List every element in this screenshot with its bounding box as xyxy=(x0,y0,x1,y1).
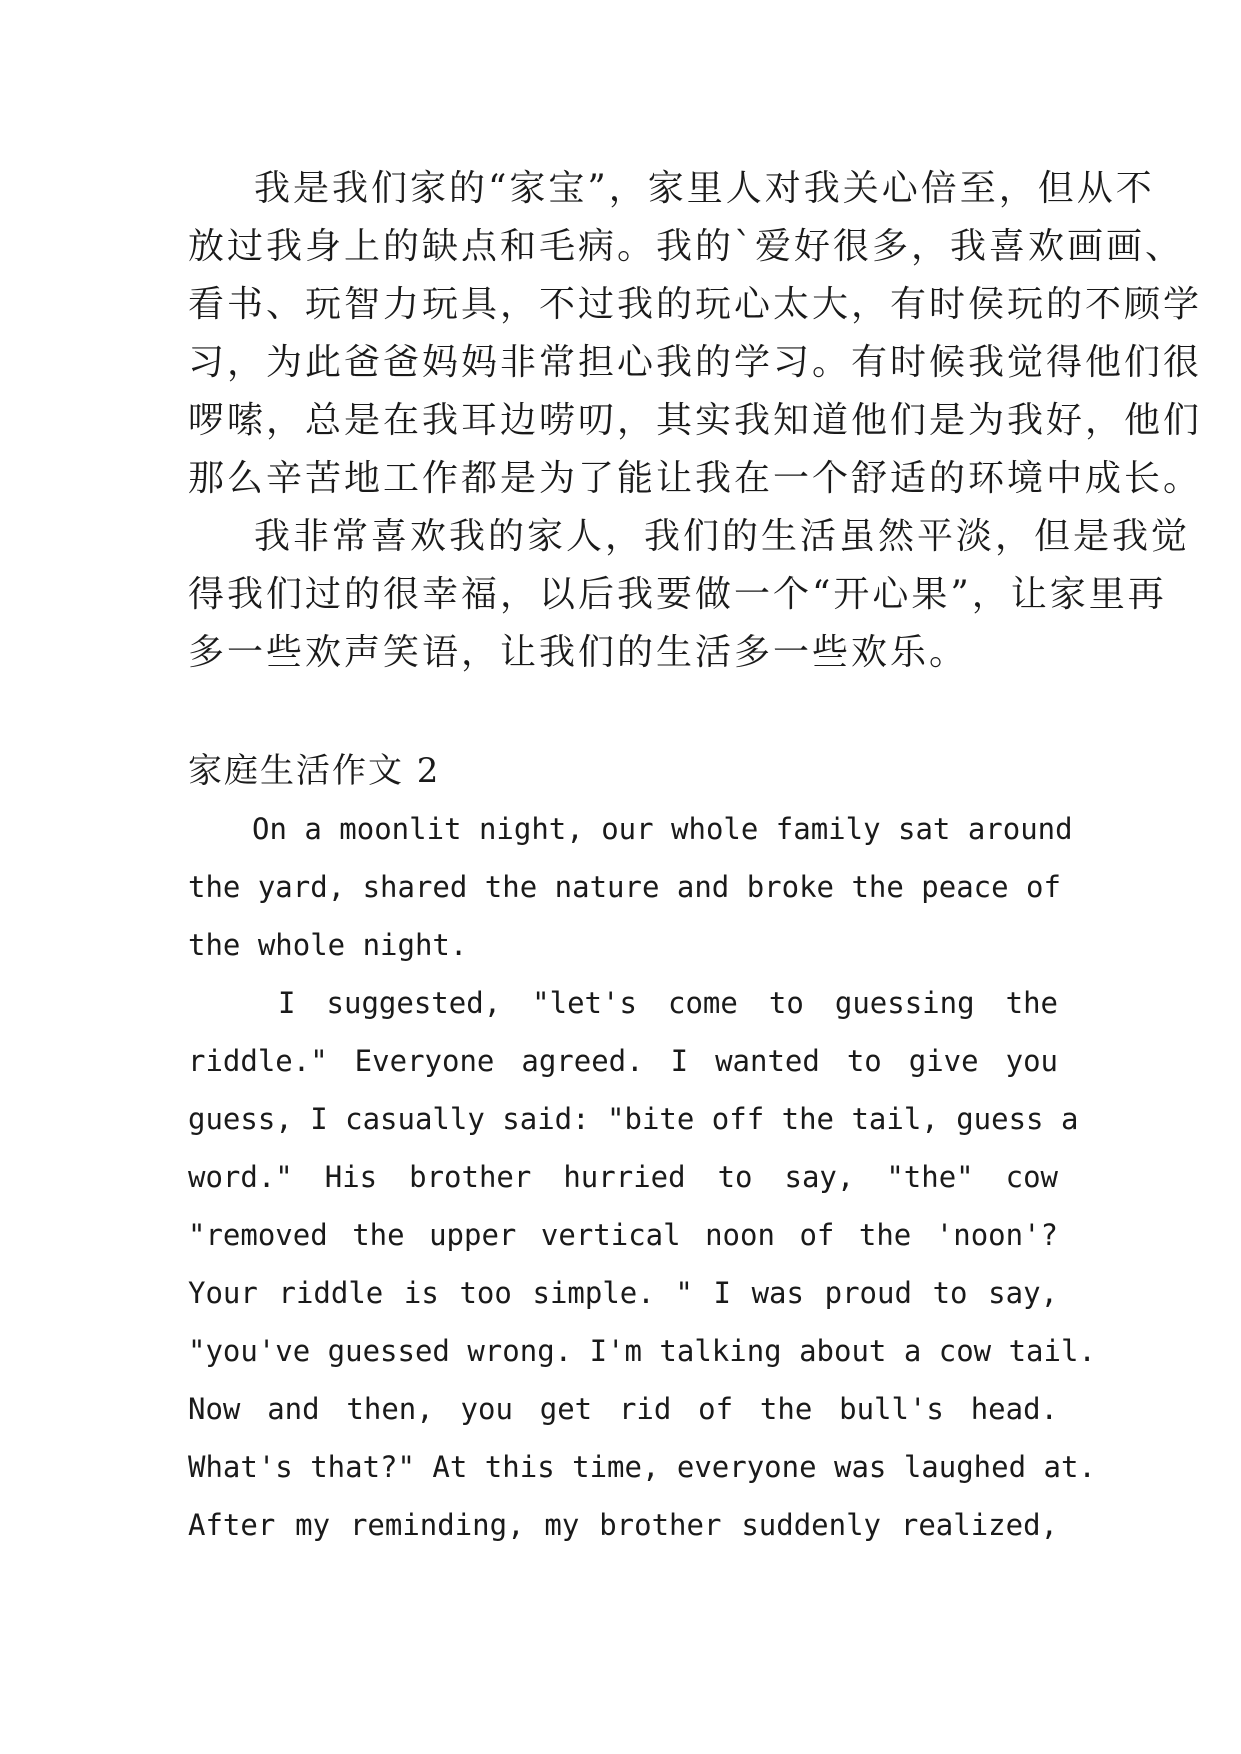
text-line: guess, I casually said: "bite off the tail, guess a xyxy=(188,1102,1079,1136)
text-line: 我是我们家的“家宝”，家里人对我关心倍至，但从不 xyxy=(254,168,1155,209)
paragraph-en-1 xyxy=(188,800,1073,974)
text-line: word." His brother hurried to say, "the" cow xyxy=(188,1160,1058,1194)
text-line: "you've guessed wrong. I'm talking about a cow tail. xyxy=(188,1334,1096,1368)
text-line: 得我们过的很幸福，以后我要做一个“开心果”，让家里再 xyxy=(188,574,1167,615)
text-line: the whole night. xyxy=(188,928,468,962)
text-line: "removed the upper vertical noon of the 'noon'? xyxy=(188,1218,1058,1252)
text-line: 看书、玩智力玩具，不过我的玩心太大，有时侯玩的不顾学 xyxy=(188,284,1203,325)
paragraph-cn-2 xyxy=(188,508,1191,682)
text-line: What's that?" At this time, everyone was laughed at. xyxy=(188,1450,1096,1484)
text-line: After my reminding, my brother suddenly realized, xyxy=(188,1508,1058,1542)
text-line: Now and then, you get rid of the bull's head. xyxy=(188,1392,1058,1426)
paragraph-en-2 xyxy=(188,974,1096,1554)
text-line: 习，为此爸爸妈妈非常担心我的学习。有时候我觉得他们很 xyxy=(188,342,1203,383)
paragraph-cn-1 xyxy=(188,160,1203,508)
text-line: I suggested, "let's come to guessing the xyxy=(278,986,1058,1020)
document-page xyxy=(188,160,1203,1554)
text-line: Your riddle is too simple. " I was proud to say, xyxy=(188,1276,1058,1310)
text-line: On a moonlit night, our whole family sat around xyxy=(252,812,1073,846)
text-line: 多一些欢声笑语，让我们的生活多一些欢乐。 xyxy=(188,632,969,673)
text-line: the yard, shared the nature and broke the peace of xyxy=(188,870,1061,904)
text-line: 我非常喜欢我的家人，我们的生活虽然平淡，但是我觉 xyxy=(254,516,1191,557)
text-line: riddle." Everyone agreed. I wanted to give you xyxy=(188,1044,1058,1078)
section-title: 家庭生活作文 2 xyxy=(188,751,441,791)
text-line: 那么辛苦地工作都是为了能让我在一个舒适的环境中成长。 xyxy=(188,458,1203,499)
text-line: 放过我身上的缺点和毛病。我的`爱好很多，我喜欢画画、 xyxy=(188,226,1185,267)
text-line: 啰嗦，总是在我耳边唠叨，其实我知道他们是为我好，他们 xyxy=(188,400,1203,441)
